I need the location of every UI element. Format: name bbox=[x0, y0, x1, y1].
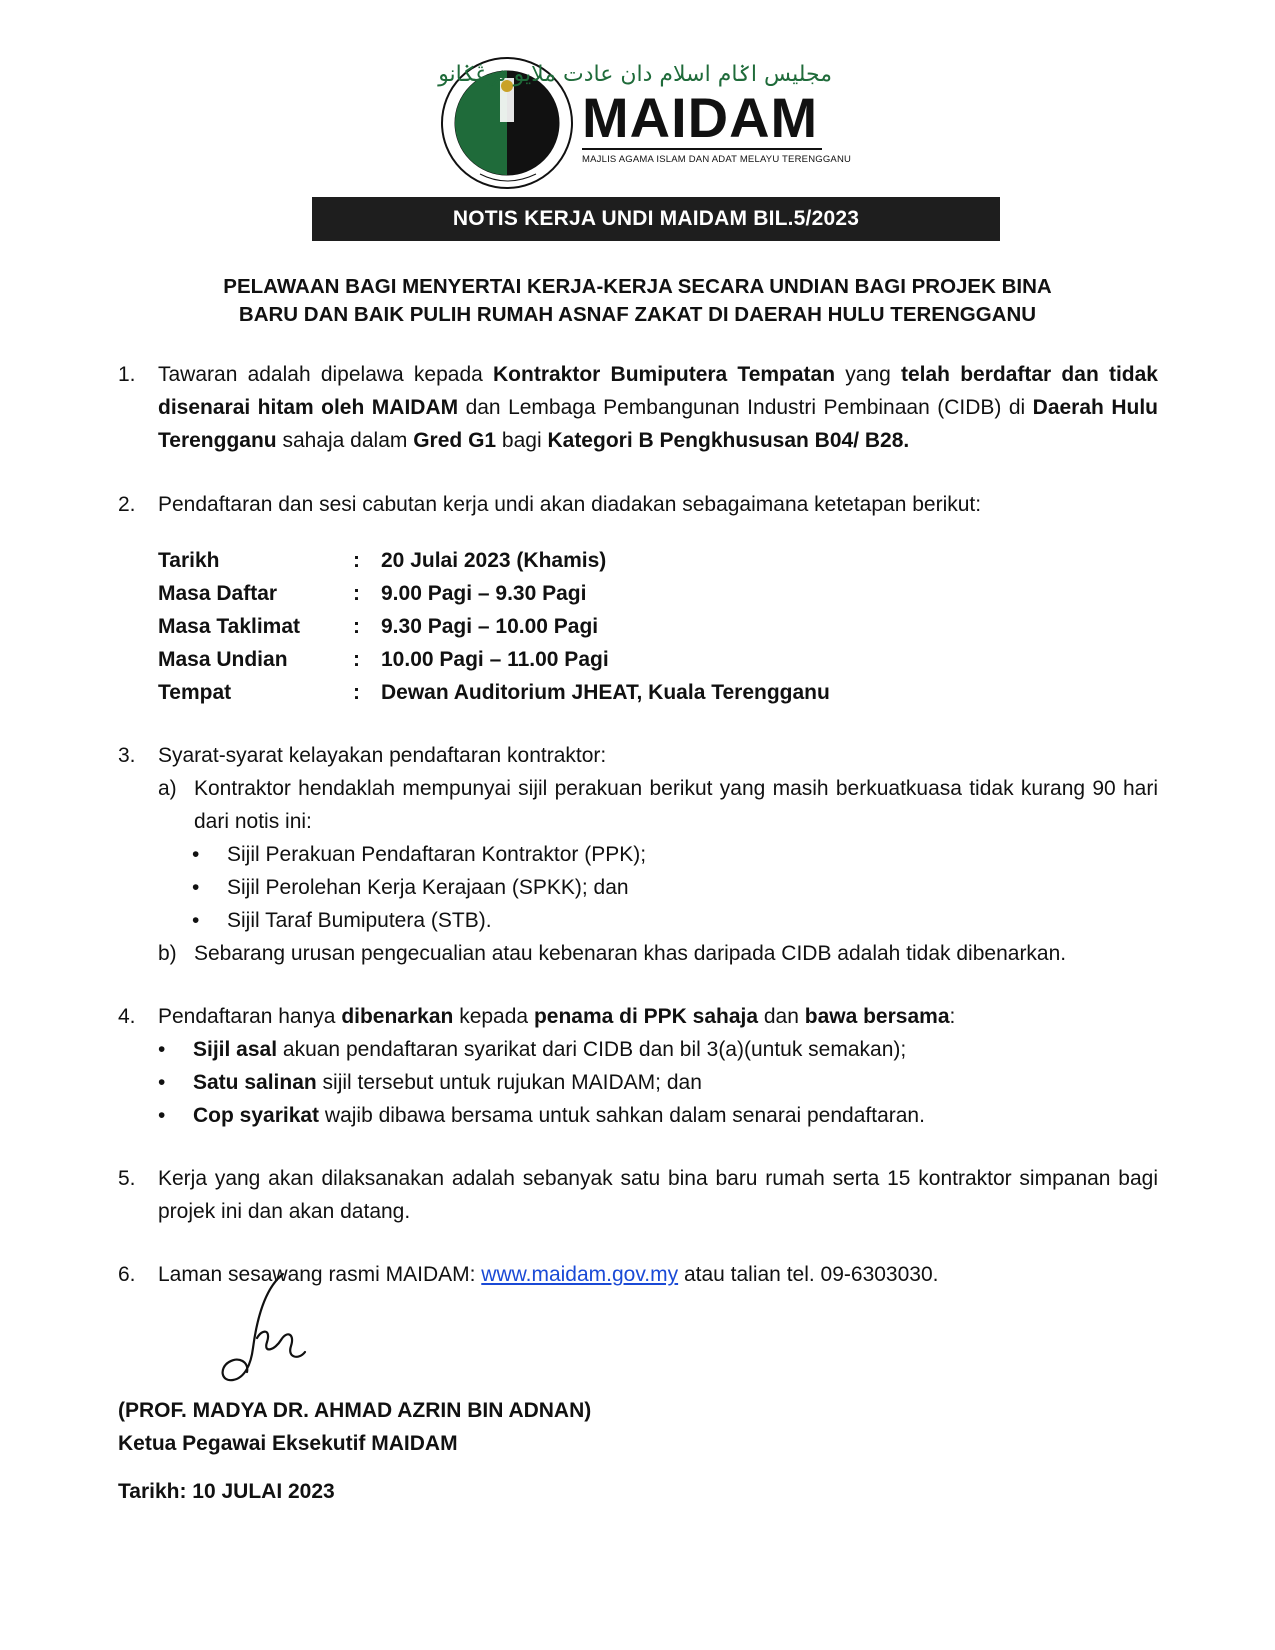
notice-banner: NOTIS KERJA UNDI MAIDAM BIL.5/2023 bbox=[312, 197, 1000, 241]
bold-run: Daerah Hulu Terengganu bbox=[158, 396, 1158, 452]
sub-item-b bbox=[158, 937, 1158, 970]
bold-run: bawa bersama bbox=[804, 1005, 950, 1028]
text-run: yang bbox=[835, 363, 901, 386]
document-date: Tarikh: 10 JULAI 2023 bbox=[118, 1480, 335, 1503]
title-line-2: BARU DAN BAIK PULIH RUMAH ASNAF ZAKAT DI DAERAH HULU TERENGGANU bbox=[238, 303, 1037, 326]
list-item bbox=[158, 1066, 1158, 1099]
item-number: 4. bbox=[118, 1005, 136, 1028]
sub-item-label: a) bbox=[158, 777, 177, 800]
bullet-icon: • bbox=[192, 876, 200, 899]
bold-run: penama di PPK sahaja bbox=[533, 1005, 759, 1028]
schedule-colon: : bbox=[353, 681, 360, 704]
text-run: wajib dibawa bersama untuk sahkan dalam senarai pendaftaran. bbox=[319, 1104, 925, 1127]
schedule-value: Dewan Auditorium JHEAT, Kuala Terengganu bbox=[381, 681, 830, 704]
bullet-text: Sijil Perolehan Kerja Kerajaan (SPKK); dan bbox=[227, 876, 629, 899]
list-item-1 bbox=[118, 358, 1158, 457]
bullet-icon: • bbox=[158, 1104, 166, 1127]
item-number: 1. bbox=[118, 363, 136, 386]
brand-full-name: MAJLIS AGAMA ISLAM DAN ADAT MELAYU TERENGGANU bbox=[582, 154, 852, 165]
bold-run: telah berdaftar dan tidak disenarai hitam oleh MAIDAM bbox=[158, 363, 1158, 419]
brand-name: MAIDAM bbox=[582, 86, 819, 149]
schedule-label: Tempat bbox=[158, 681, 232, 704]
item-number: 2. bbox=[118, 493, 136, 516]
table-row bbox=[158, 544, 830, 577]
item-text: Syarat-syarat kelayakan pendaftaran kontraktor: bbox=[158, 744, 607, 767]
item-number: 3. bbox=[118, 744, 136, 767]
text-run: sahaja dalam bbox=[276, 429, 414, 452]
list-item bbox=[192, 904, 1158, 937]
list-item-4 bbox=[118, 1000, 1158, 1033]
signatory-name: (PROF. MADYA DR. AHMAD AZRIN BIN ADNAN) bbox=[118, 1399, 592, 1422]
table-row bbox=[158, 676, 830, 709]
item-text: Kerja yang akan dilaksanakan adalah sebanyak satu bina baru rumah serta 15 kontraktor simpanan bagi projek ini dan akan datang. bbox=[158, 1167, 1158, 1223]
schedule-colon: : bbox=[353, 648, 360, 671]
text-run: kepada bbox=[453, 1005, 534, 1028]
list-item-5 bbox=[118, 1162, 1158, 1228]
list-item bbox=[158, 1033, 1158, 1066]
schedule-value: 9.00 Pagi – 9.30 Pagi bbox=[381, 582, 587, 605]
bullet-text: Sijil Perakuan Pendaftaran Kontraktor (PPK); bbox=[227, 843, 647, 866]
title-line-1: PELAWAAN BAGI MENYERTAI KERJA-KERJA SECARA UNDIAN BAGI PROJEK BINA bbox=[223, 275, 1052, 298]
text-run: sijil tersebut untuk rujukan MAIDAM; dan bbox=[316, 1071, 702, 1094]
list-item bbox=[192, 871, 1158, 904]
document-body bbox=[118, 358, 1158, 1291]
bold-run: Kontraktor Bumiputera Tempatan bbox=[493, 363, 836, 386]
schedule-colon: : bbox=[353, 582, 360, 605]
jawi-name: مجليس اݢام اسلام دان عادت ملايو ترڠݢانو bbox=[438, 62, 832, 87]
item-text bbox=[158, 358, 1158, 457]
table-row bbox=[158, 577, 830, 610]
item-number: 5. bbox=[118, 1167, 136, 1190]
table-row bbox=[158, 643, 830, 676]
text-run: akuan pendaftaran syarikat dari CIDB dan bil 3(a)(untuk semakan); bbox=[277, 1038, 907, 1061]
schedule-value: 10.00 Pagi – 11.00 Pagi bbox=[381, 648, 609, 671]
text-run: Laman sesawang rasmi MAIDAM: bbox=[158, 1263, 482, 1286]
sub-item-a bbox=[158, 772, 1158, 838]
bold-run: dibenarkan bbox=[341, 1005, 454, 1028]
text-run: : bbox=[949, 1005, 956, 1028]
list-item-3 bbox=[118, 739, 1158, 772]
schedule-value: 20 Julai 2023 (Khamis) bbox=[381, 549, 607, 572]
bold-run: Gred G1 bbox=[413, 429, 497, 452]
bold-run: Sijil asal bbox=[193, 1038, 278, 1061]
item-text: Pendaftaran dan sesi cabutan kerja undi akan diadakan sebagaimana ketetapan berikut: bbox=[158, 493, 982, 516]
text-run: Tawaran adalah dipelawa kepada bbox=[158, 363, 494, 386]
schedule-label: Tarikh bbox=[158, 549, 220, 572]
header-logo bbox=[438, 56, 852, 196]
schedule-colon: : bbox=[353, 549, 360, 572]
bold-run: Cop syarikat bbox=[193, 1104, 320, 1127]
bullet-icon: • bbox=[192, 909, 200, 932]
signatory-position: Ketua Pegawai Eksekutif MAIDAM bbox=[118, 1432, 458, 1455]
signatory-block bbox=[118, 1394, 591, 1460]
document-title bbox=[110, 273, 1165, 329]
sub-item-text: Sebarang urusan pengecualian atau kebenaran khas daripada CIDB adalah tidak dibenarkan. bbox=[194, 942, 1067, 965]
text-run: Pendaftaran hanya bbox=[158, 1005, 342, 1028]
schedule-label: Masa Daftar bbox=[158, 582, 278, 605]
item-number: 6. bbox=[118, 1263, 136, 1286]
bullet-icon: • bbox=[192, 843, 200, 866]
text-run: dan Lembaga Pembangunan Industri Pembinaan (CIDB) di bbox=[458, 396, 1033, 419]
bullet-icon: • bbox=[158, 1071, 166, 1094]
text-run: bagi bbox=[496, 429, 548, 452]
schedule-value: 9.30 Pagi – 10.00 Pagi bbox=[381, 615, 599, 638]
sub-item-label: b) bbox=[158, 942, 177, 965]
text-run: atau talian tel. 09-6303030. bbox=[678, 1263, 939, 1286]
schedule-colon: : bbox=[353, 615, 360, 638]
item-text bbox=[158, 1000, 1158, 1033]
schedule-label: Masa Taklimat bbox=[158, 615, 301, 638]
schedule-label: Masa Undian bbox=[158, 648, 288, 671]
website-link[interactable]: www.maidam.gov.my bbox=[481, 1263, 679, 1286]
bold-run: Kategori B Pengkhususan B04/ B28. bbox=[547, 429, 910, 452]
bring-along-list bbox=[118, 1033, 1158, 1132]
bullet-icon: • bbox=[158, 1038, 166, 1061]
bold-run: Satu salinan bbox=[193, 1071, 317, 1094]
bullet-text: Sijil Taraf Bumiputera (STB). bbox=[227, 909, 492, 932]
sub-item-text: Kontraktor hendaklah mempunyai sijil perakuan berikut yang masih berkuatkuasa tidak kurang 90 hari dari notis ini: bbox=[194, 777, 1158, 833]
list-item bbox=[158, 1099, 1158, 1132]
signature-icon bbox=[205, 1268, 315, 1388]
certificate-list bbox=[118, 838, 1158, 937]
schedule-table bbox=[158, 544, 830, 709]
text-run: dan bbox=[758, 1005, 805, 1028]
list-item bbox=[192, 838, 1158, 871]
list-item-2 bbox=[118, 488, 1158, 521]
table-row bbox=[158, 610, 830, 643]
